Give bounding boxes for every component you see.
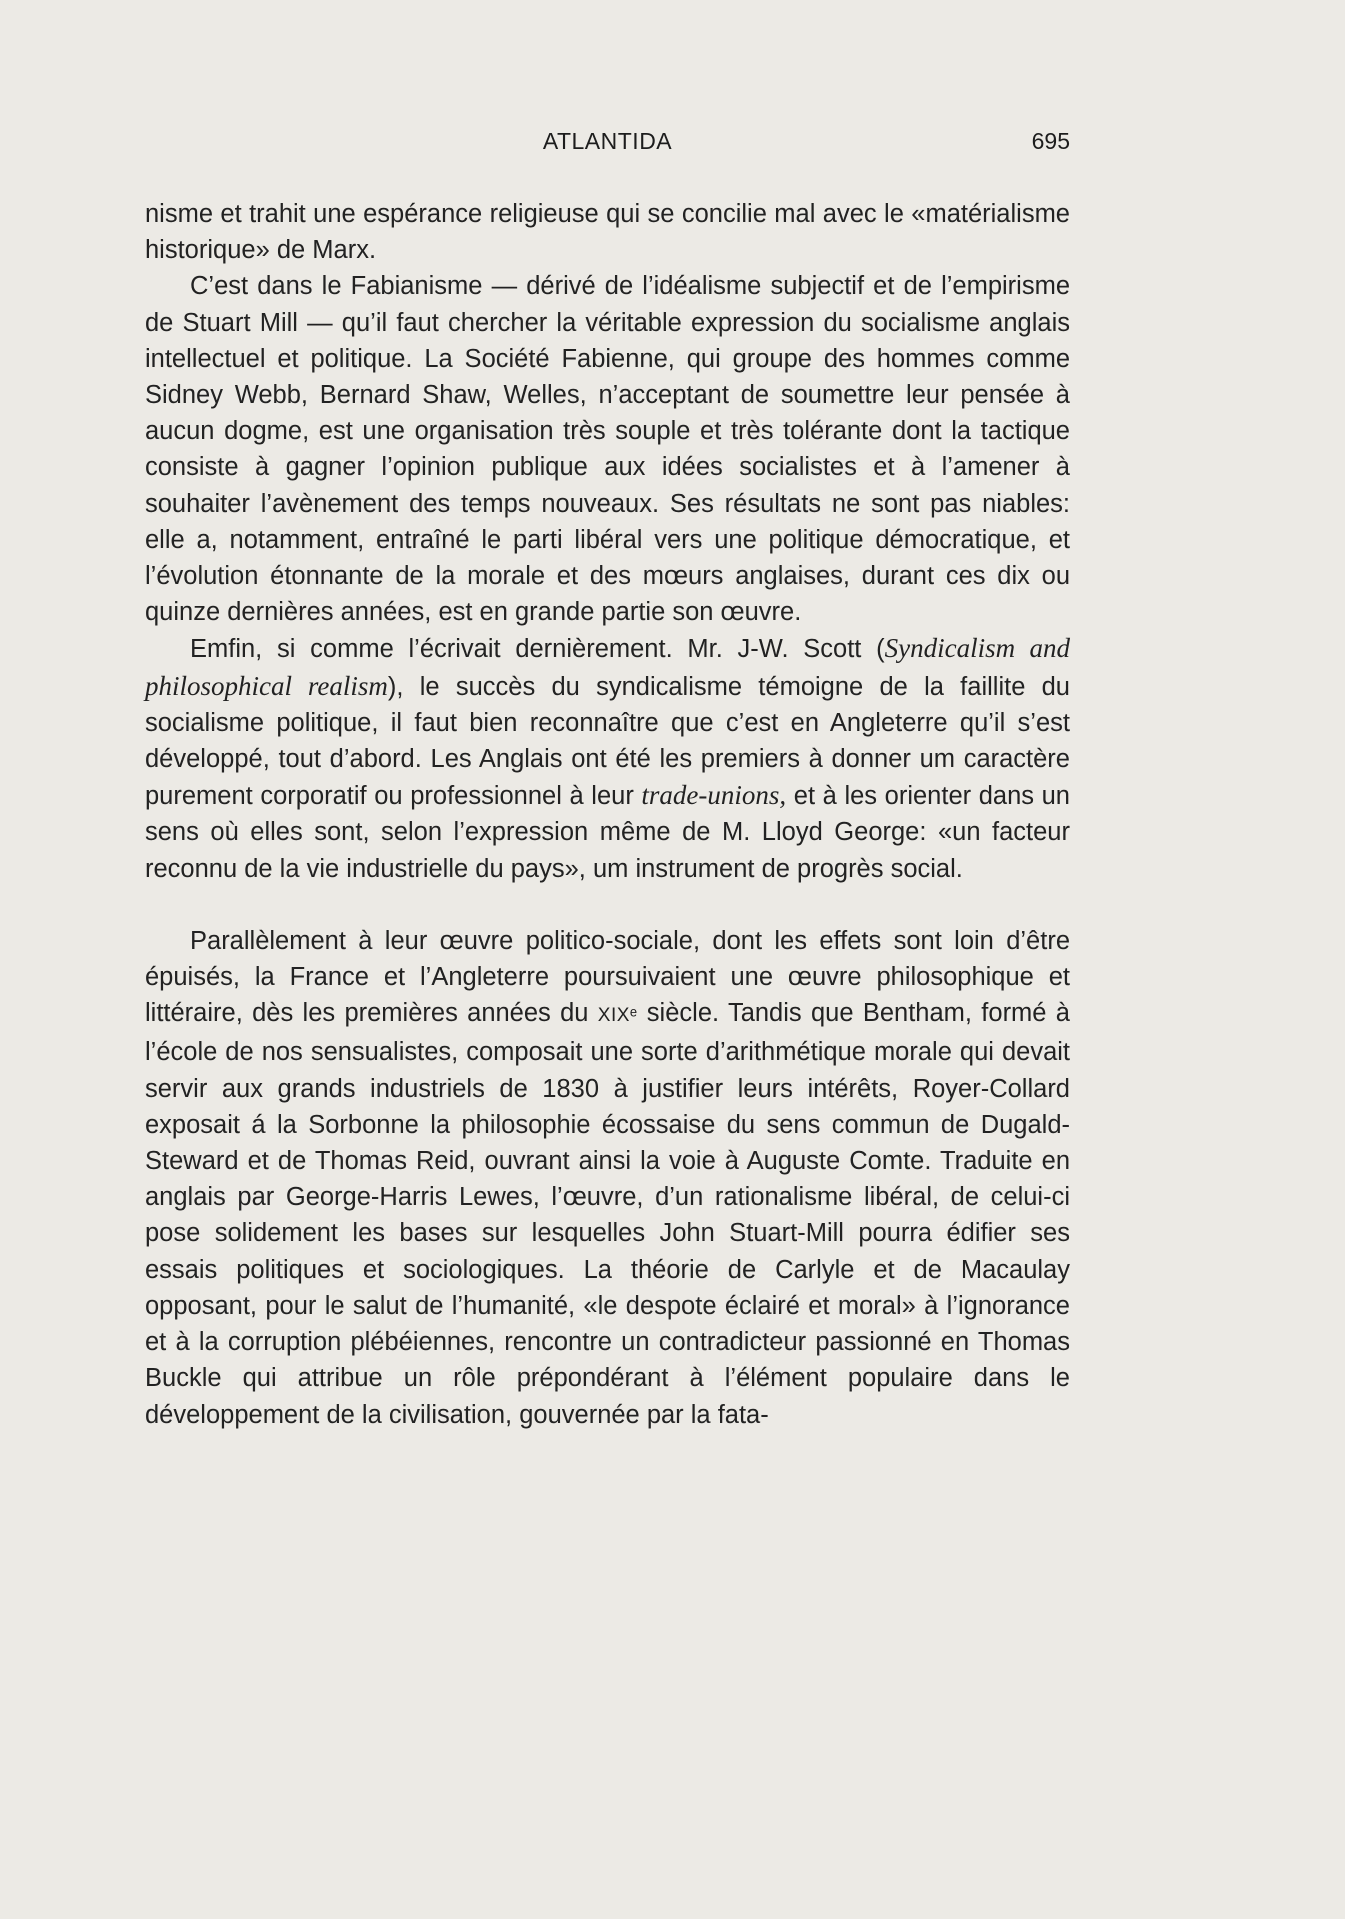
paragraph	[145, 923, 1070, 1433]
paragraph-text: ), le succès du syndicalisme témoigne de la faillite du socialisme politique, il faut bien reconnaître que c’est en Angleterre qu’il s’est développé, tout d’abord. Les Anglais ont été les premiers à donner um caractère purement corporatif ou professionnel à leur	[145, 672, 1070, 811]
paragraph-gap	[145, 887, 1070, 923]
paragraph-text: et à les orienter dans un sens où elles sont, selon l’expression même de M. Lloyd George: «un facteur reconnu de la vie industrielle du pays», um instrument de progrès social.	[145, 782, 1070, 883]
italic-term: trade-unions,	[641, 780, 787, 811]
paragraph	[145, 630, 1070, 886]
page-number: 695	[1031, 128, 1070, 154]
italic-title: Syndicalism and philosophical realism	[145, 633, 1070, 701]
paragraph-text: Emfin, si comme l’écrivait dernièrement. Mr. J-W. Scott (	[190, 635, 885, 664]
paragraph: C’est dans le Fabianisme — dérivé de l’idéalisme subjectif et de l’empirisme de Stuart Mill — qu’il faut chercher la véritable expression du socialisme anglais intellectuel et politique. La Société Fabienne, qui groupe des hommes comme Sidney Webb, Bernard Shaw, Welles, n’acceptant de soumettre leur pensée à aucun dogme, est une organisation très souple et très tolérante dont la tactique consiste à gagner l’opinion publique aux idées socialistes et à l’amener à souhaiter l’avènement des temps nouveaux. Ses résultats ne sont pas niables: elle a, notamment, entraîné le parti libéral vers une politique démocratique, et l’évolution étonnante de la morale et des mœurs anglaises, durant ces dix ou quinze dernières années, est en grande partie son œuvre.	[145, 272, 1070, 627]
paragraph: nisme et trahit une espérance religieuse qui se concilie mal avec le «matérialisme historique» de Marx.	[145, 200, 1070, 265]
running-header	[145, 128, 1070, 162]
body-text	[145, 196, 1070, 1433]
paragraph-text: siècle. Tandis que Bentham, formé à l’école de nos sensualistes, composait une sorte d’arithmétique morale qui devait servir aux grands industriels de 1830 à justifier leurs intérêts, Royer-Collard exposait á la Sorbonne la philosophie écossaise du sens commun de Dugald-Steward et de Thomas Reid, ouvrant ainsi la voie à Auguste Comte. Traduite en anglais par George-Harris Lewes, l’œuvre, d’un rationalisme libéral, de celui-ci pose solidement les bases sur lesquelles John Stuart-Mill pourra édifier ses essais politiques et sociologiques. La théorie de Carlyle et de Macaulay opposant, pour le salut de l’humanité, «le despote éclairé et moral» à l’ignorance et à la corruption plébéiennes, rencontre un contradicteur passionné en Thomas Buckle qui attribue un rôle prépondérant à l’élément populaire dans le développement de la civilisation, gouvernée par la fata-	[145, 999, 1070, 1429]
century-numeral: XIXᵉ	[597, 1005, 638, 1027]
paragraph-text: Parallèlement à leur œuvre politico-sociale, dont les effets sont loin d’être épuisés, la France et l’Angleterre poursuivaient une œuvre philosophique et littéraire, dès les premières années du	[145, 926, 1070, 1028]
running-title: ATLANTIDA	[542, 128, 673, 154]
